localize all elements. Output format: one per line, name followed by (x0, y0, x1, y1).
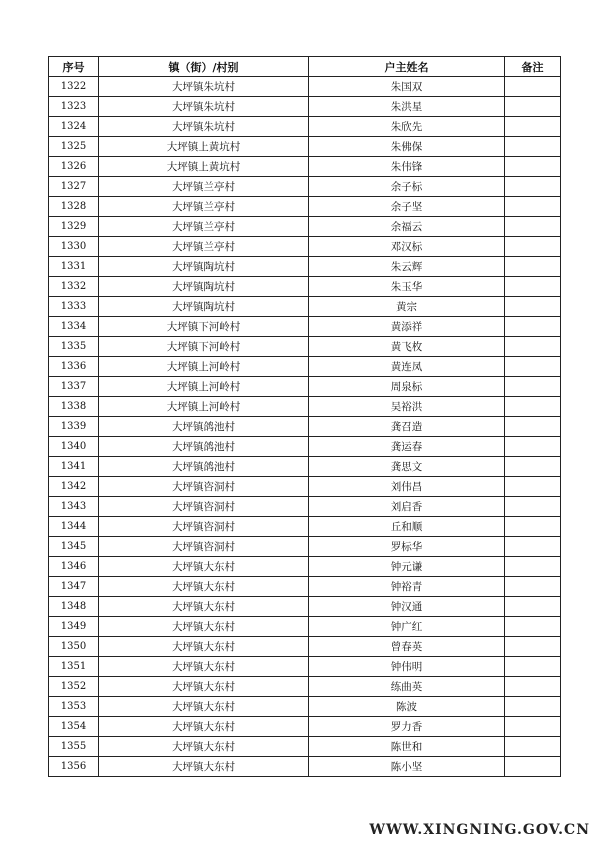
household-table (48, 56, 561, 777)
cell-remarks (505, 697, 561, 717)
cell-serial-no: 1325 (49, 137, 99, 157)
cell-remarks (505, 117, 561, 137)
cell-serial-no: 1352 (49, 677, 99, 697)
cell-village: 大坪镇下河岭村 (99, 317, 309, 337)
cell-serial-no: 1332 (49, 277, 99, 297)
cell-remarks (505, 497, 561, 517)
cell-remarks (505, 277, 561, 297)
cell-village: 大坪镇陶坑村 (99, 297, 309, 317)
cell-householder-name: 朱玉华 (309, 277, 505, 297)
cell-village: 大坪镇大东村 (99, 757, 309, 777)
cell-village: 大坪镇大东村 (99, 697, 309, 717)
cell-householder-name: 周泉标 (309, 377, 505, 397)
cell-remarks (505, 537, 561, 557)
table-row (49, 637, 561, 657)
cell-village: 大坪镇兰亭村 (99, 217, 309, 237)
cell-village: 大坪镇大东村 (99, 717, 309, 737)
table-row (49, 217, 561, 237)
cell-householder-name: 钟汉通 (309, 597, 505, 617)
cell-householder-name: 陈小坚 (309, 757, 505, 777)
cell-serial-no: 1327 (49, 177, 99, 197)
cell-householder-name: 罗力香 (309, 717, 505, 737)
cell-village: 大坪镇朱坑村 (99, 117, 309, 137)
table-row (49, 697, 561, 717)
cell-serial-no: 1354 (49, 717, 99, 737)
cell-village: 大坪镇咨洞村 (99, 537, 309, 557)
cell-remarks (505, 517, 561, 537)
cell-village: 大坪镇鸽池村 (99, 457, 309, 477)
cell-remarks (505, 737, 561, 757)
cell-householder-name: 余福云 (309, 217, 505, 237)
cell-remarks (505, 337, 561, 357)
cell-serial-no: 1349 (49, 617, 99, 637)
table-row (49, 437, 561, 457)
cell-serial-no: 1323 (49, 97, 99, 117)
cell-village: 大坪镇下河岭村 (99, 337, 309, 357)
cell-village: 大坪镇上黄坑村 (99, 157, 309, 177)
cell-householder-name: 陈世和 (309, 737, 505, 757)
cell-village: 大坪镇大东村 (99, 737, 309, 757)
table-row (49, 477, 561, 497)
cell-serial-no: 1347 (49, 577, 99, 597)
cell-householder-name: 黄添祥 (309, 317, 505, 337)
cell-remarks (505, 437, 561, 457)
table-row (49, 497, 561, 517)
cell-remarks (505, 377, 561, 397)
cell-serial-no: 1336 (49, 357, 99, 377)
cell-remarks (505, 657, 561, 677)
table-row (49, 397, 561, 417)
cell-village: 大坪镇兰亭村 (99, 197, 309, 217)
cell-village: 大坪镇鸽池村 (99, 417, 309, 437)
table-row (49, 257, 561, 277)
cell-householder-name: 余子标 (309, 177, 505, 197)
table-row (49, 717, 561, 737)
cell-remarks (505, 257, 561, 277)
cell-remarks (505, 297, 561, 317)
cell-householder-name: 黄宗 (309, 297, 505, 317)
cell-serial-no: 1339 (49, 417, 99, 437)
cell-remarks (505, 77, 561, 97)
table-row (49, 377, 561, 397)
table-row (49, 77, 561, 97)
cell-serial-no: 1355 (49, 737, 99, 757)
site-url-watermark: WWW.XINGNING.GOV.CN (369, 822, 590, 838)
cell-village: 大坪镇兰亭村 (99, 237, 309, 257)
cell-village: 大坪镇大东村 (99, 657, 309, 677)
cell-serial-no: 1329 (49, 217, 99, 237)
cell-householder-name: 钟裕青 (309, 577, 505, 597)
cell-householder-name: 黄连凤 (309, 357, 505, 377)
cell-householder-name: 钟元谦 (309, 557, 505, 577)
cell-village: 大坪镇大东村 (99, 617, 309, 637)
table-body (49, 77, 561, 777)
cell-village: 大坪镇大东村 (99, 637, 309, 657)
table-row (49, 537, 561, 557)
cell-householder-name: 朱伟锋 (309, 157, 505, 177)
cell-village: 大坪镇咨洞村 (99, 497, 309, 517)
cell-serial-no: 1328 (49, 197, 99, 217)
table-row (49, 137, 561, 157)
cell-remarks (505, 557, 561, 577)
cell-remarks (505, 717, 561, 737)
header-remarks: 备注 (505, 57, 561, 77)
cell-serial-no: 1326 (49, 157, 99, 177)
table-row (49, 557, 561, 577)
table-row (49, 617, 561, 637)
table-row (49, 577, 561, 597)
cell-remarks (505, 197, 561, 217)
cell-village: 大坪镇鸽池村 (99, 437, 309, 457)
header-serial-no: 序号 (49, 57, 99, 77)
cell-remarks (505, 217, 561, 237)
cell-remarks (505, 237, 561, 257)
table-row (49, 417, 561, 437)
table-row (49, 597, 561, 617)
cell-village: 大坪镇陶坑村 (99, 277, 309, 297)
table-row (49, 177, 561, 197)
cell-householder-name: 刘伟昌 (309, 477, 505, 497)
cell-householder-name: 钟伟明 (309, 657, 505, 677)
cell-remarks (505, 317, 561, 337)
cell-householder-name: 朱洪星 (309, 97, 505, 117)
table-row (49, 677, 561, 697)
cell-serial-no: 1330 (49, 237, 99, 257)
table-row (49, 517, 561, 537)
cell-serial-no: 1341 (49, 457, 99, 477)
cell-householder-name: 丘和顺 (309, 517, 505, 537)
cell-village: 大坪镇大东村 (99, 557, 309, 577)
cell-serial-no: 1351 (49, 657, 99, 677)
cell-village: 大坪镇陶坑村 (99, 257, 309, 277)
cell-remarks (505, 477, 561, 497)
cell-remarks (505, 357, 561, 377)
cell-householder-name: 陈波 (309, 697, 505, 717)
table-row (49, 277, 561, 297)
cell-village: 大坪镇上河岭村 (99, 397, 309, 417)
table-row (49, 197, 561, 217)
cell-householder-name: 罗标华 (309, 537, 505, 557)
cell-remarks (505, 137, 561, 157)
table-row (49, 297, 561, 317)
cell-householder-name: 吴裕洪 (309, 397, 505, 417)
table-row (49, 757, 561, 777)
header-village: 镇（街）/村别 (99, 57, 309, 77)
table-row (49, 657, 561, 677)
table-row (49, 317, 561, 337)
cell-householder-name: 朱国双 (309, 77, 505, 97)
cell-remarks (505, 677, 561, 697)
cell-village: 大坪镇上河岭村 (99, 377, 309, 397)
cell-serial-no: 1331 (49, 257, 99, 277)
cell-householder-name: 练曲英 (309, 677, 505, 697)
table-row (49, 157, 561, 177)
cell-serial-no: 1334 (49, 317, 99, 337)
header-householder-name: 户主姓名 (309, 57, 505, 77)
cell-householder-name: 龚思文 (309, 457, 505, 477)
table-row (49, 237, 561, 257)
cell-serial-no: 1350 (49, 637, 99, 657)
cell-serial-no: 1337 (49, 377, 99, 397)
cell-village: 大坪镇咨洞村 (99, 477, 309, 497)
cell-village: 大坪镇上黄坑村 (99, 137, 309, 157)
cell-village: 大坪镇上河岭村 (99, 357, 309, 377)
cell-remarks (505, 457, 561, 477)
table-row (49, 337, 561, 357)
cell-householder-name: 朱佛保 (309, 137, 505, 157)
table-header-row (49, 57, 561, 77)
cell-householder-name: 钟广红 (309, 617, 505, 637)
table-row (49, 737, 561, 757)
cell-householder-name: 龚运春 (309, 437, 505, 457)
cell-remarks (505, 417, 561, 437)
cell-remarks (505, 597, 561, 617)
cell-village: 大坪镇朱坑村 (99, 77, 309, 97)
cell-village: 大坪镇大东村 (99, 677, 309, 697)
cell-householder-name: 邓汉标 (309, 237, 505, 257)
cell-serial-no: 1338 (49, 397, 99, 417)
cell-serial-no: 1356 (49, 757, 99, 777)
cell-serial-no: 1348 (49, 597, 99, 617)
cell-householder-name: 刘启香 (309, 497, 505, 517)
cell-remarks (505, 637, 561, 657)
cell-householder-name: 朱云辉 (309, 257, 505, 277)
table-row (49, 357, 561, 377)
cell-householder-name: 朱欣先 (309, 117, 505, 137)
cell-remarks (505, 157, 561, 177)
cell-remarks (505, 97, 561, 117)
cell-serial-no: 1346 (49, 557, 99, 577)
cell-householder-name: 黄飞枚 (309, 337, 505, 357)
cell-householder-name: 曾春英 (309, 637, 505, 657)
cell-remarks (505, 757, 561, 777)
cell-remarks (505, 177, 561, 197)
cell-serial-no: 1353 (49, 697, 99, 717)
cell-serial-no: 1340 (49, 437, 99, 457)
cell-householder-name: 龚召造 (309, 417, 505, 437)
cell-village: 大坪镇兰亭村 (99, 177, 309, 197)
cell-serial-no: 1324 (49, 117, 99, 137)
cell-serial-no: 1335 (49, 337, 99, 357)
cell-village: 大坪镇大东村 (99, 597, 309, 617)
cell-village: 大坪镇咨洞村 (99, 517, 309, 537)
cell-serial-no: 1322 (49, 77, 99, 97)
cell-village: 大坪镇大东村 (99, 577, 309, 597)
cell-householder-name: 余子坚 (309, 197, 505, 217)
cell-serial-no: 1333 (49, 297, 99, 317)
cell-serial-no: 1343 (49, 497, 99, 517)
table-row (49, 117, 561, 137)
cell-village: 大坪镇朱坑村 (99, 97, 309, 117)
cell-serial-no: 1344 (49, 517, 99, 537)
cell-remarks (505, 617, 561, 637)
table-row (49, 457, 561, 477)
cell-remarks (505, 577, 561, 597)
cell-remarks (505, 397, 561, 417)
table-row (49, 97, 561, 117)
cell-serial-no: 1342 (49, 477, 99, 497)
cell-serial-no: 1345 (49, 537, 99, 557)
